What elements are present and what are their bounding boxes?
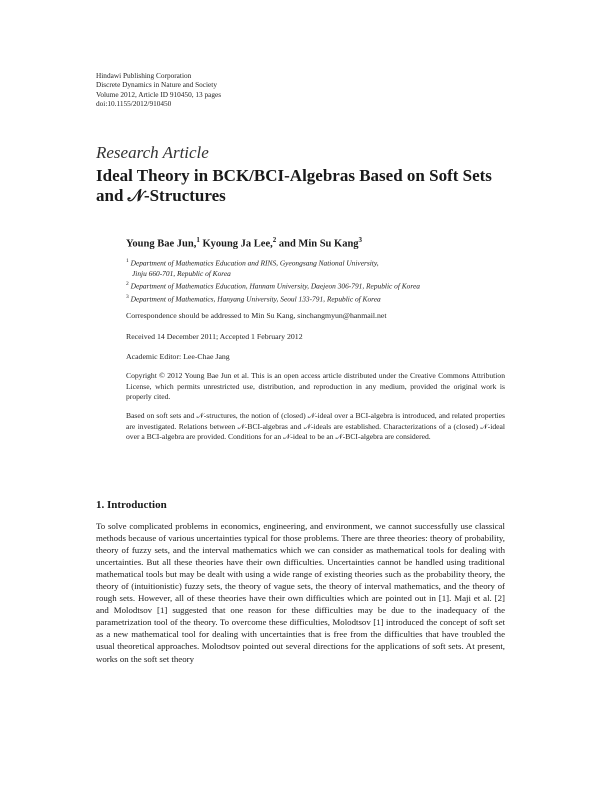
affiliation-mark: 2	[126, 281, 129, 288]
affiliation	[126, 279, 526, 292]
affiliations	[126, 256, 526, 305]
copyright-notice: Copyright © 2012 Young Bae Jun et al. This is an open access article distributed under the Creative Commons Attribution License, which permits unrestricted use, distribution, and reproduction in any medium, provided the original work is properly cited.	[126, 371, 505, 402]
paper-title: Ideal Theory in BCK/BCI-Algebras Based on Soft Sets and 𝒩-Structures	[96, 166, 492, 205]
author-affil-mark: 2	[272, 236, 277, 244]
received-dates: Received 14 December 2011; Accepted 1 February 2012	[126, 332, 303, 341]
doi: doi:10.1155/2012/910450	[96, 99, 172, 109]
journal-name: Discrete Dynamics in Nature and Society	[96, 80, 217, 90]
volume-info: Volume 2012, Article ID 910450, 13 pages	[96, 89, 222, 99]
affiliation-text: Department of Mathematics Education, Hannam University, Daejeon 306-791, Republic of Korea	[130, 281, 420, 291]
author-name: Young Bae Jun,	[126, 238, 197, 250]
affiliation	[126, 292, 526, 305]
author-affil-mark: 3	[358, 236, 363, 244]
author-list	[126, 236, 362, 250]
affiliation-text: Department of Mathematics, Hanyang University, Seoul 133-791, Republic of Korea	[130, 294, 381, 304]
journal-header	[96, 71, 396, 109]
affiliation-text: Department of Mathematics Education and RINS, Gyeongsang National University,	[130, 258, 379, 268]
affiliation-mark: 3	[126, 294, 129, 301]
correspondence: Correspondence should be addressed to Min Su Kang, sinchangmyun@hanmail.net	[126, 311, 387, 320]
author-name: Kyoung Ja Lee,	[202, 238, 273, 250]
affiliation-mark: 1	[126, 258, 129, 264]
author-name: and Min Su Kang	[278, 238, 359, 250]
author-affil-mark: 1	[196, 236, 200, 244]
section-heading: 1. Introduction	[96, 499, 167, 511]
academic-editor: Academic Editor: Lee-Chae Jang	[126, 352, 230, 361]
publisher-name: Hindawi Publishing Corporation	[96, 71, 192, 80]
affiliation-text-cont: Jinju 660-701, Republic of Korea	[132, 268, 231, 278]
affiliation	[126, 256, 526, 279]
article-type: Research Article	[96, 143, 209, 162]
abstract: Based on soft sets and 𝒩-structures, the notion of (closed) 𝒩-ideal over a BCI-algebra is introduced, and related properties are investigated. Relations between 𝒩-BCI-algebras and 𝒩-ideals are established. Characterizations of a (closed) 𝒩-ideal over a BCI-algebra are provided. Conditions for an 𝒩-ideal to be an 𝒩-BCI-algebra are considered.	[126, 411, 505, 442]
body-paragraph: To solve complicated problems in economics, engineering, and environment, we cannot successfully use classical methods because of various uncertainties typical for those problems. There are three theories: theory of probability, theory of fuzzy sets, and the interval mathematics which we can consider as mathematical tools for dealing with uncertainties. But all these theories have their own difficulties. Uncertainties cannot be handled using traditional mathematical tools but may be dealt with using a wide range of existing theories such as the probability theory, the theory of (intuitionistic) fuzzy sets, the theory of vague sets, the theory of interval mathematics, and the theory of rough sets. However, all of these theories have their own difficulties which are pointed out in [1]. Maji et al. [2] and Molodtsov [1] suggested that one reason for these difficulties may be due to the inadequacy of the parametrization tool of the theory. To overcome these difficulties, Molodtsov [1] introduced the concept of soft set as a new mathematical tool for dealing with uncertainties that is free from the difficulties that have troubled the usual theoretical approaches. Molodtsov pointed out several directions for the applications of soft sets. At present, works on the soft set theory	[96, 521, 505, 664]
